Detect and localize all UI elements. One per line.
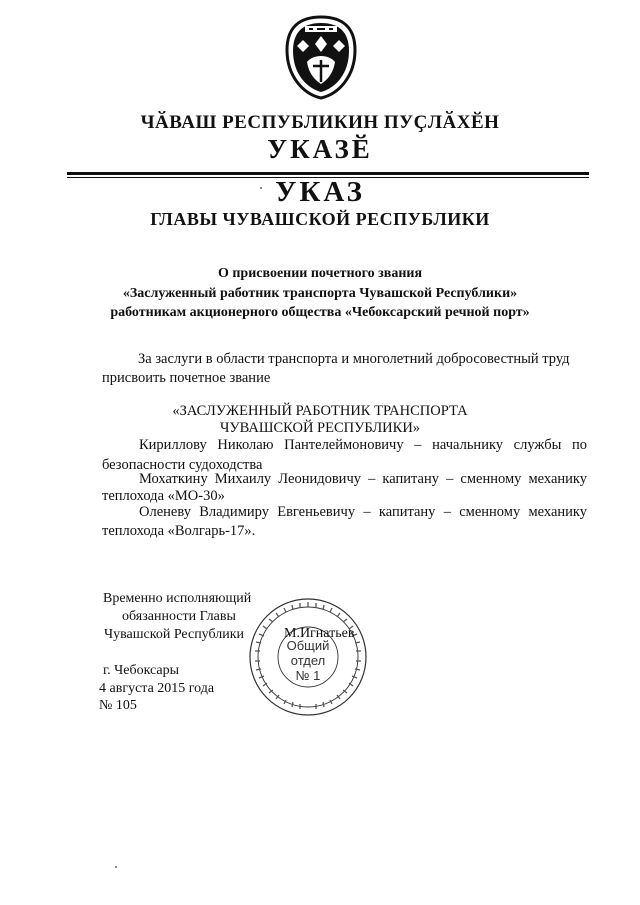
- header-glavy: ГЛАВЫ ЧУВАШСКОЙ РЕСПУБЛИКИ: [150, 209, 490, 229]
- stamp-line-3: № 1: [295, 668, 321, 683]
- awardee-2-line-1: Мохаткину Михаилу Леонидовичу – капитану – сменному механику: [139, 471, 587, 487]
- subject-line-1: О присвоении почетного звания: [217, 266, 423, 281]
- signature-line-2: обязанности Главы: [122, 609, 236, 624]
- honorary-title-line-1: «ЗАСЛУЖЕННЫЙ РАБОТНИК ТРАНСПОРТА: [172, 403, 468, 419]
- intro-line-1: За заслуги в области транспорта и многолетний добросовестный труд: [138, 351, 570, 367]
- signatory-name: М.Игнатьев: [284, 626, 355, 641]
- office-stamp: [246, 595, 370, 719]
- header-ukaz: УКАЗ: [275, 176, 365, 208]
- header-chuvash-title: ЧӐВАШ РЕСПУБЛИКИН ПУҪЛӐХӖН: [140, 112, 500, 133]
- intro-line-2: присвоить почетное звание: [102, 370, 271, 386]
- honorary-title-line-2: ЧУВАШСКОЙ РЕСПУБЛИКИ»: [219, 420, 421, 436]
- awardee-3-line-2: теплохода «Волгарь-17».: [102, 523, 256, 539]
- awardee-1-line-1: Кириллову Николаю Пантелеймоновичу – начальнику службы по: [139, 437, 587, 453]
- signature-line-3: Чувашской Республики: [104, 627, 245, 642]
- stamp-line-1: Общий: [286, 638, 330, 653]
- awardee-1-line-2: безопасности судоходства: [102, 457, 263, 473]
- awardee-2-line-2: теплохода «МО-30»: [102, 488, 225, 504]
- subject-line-2: «Заслуженный работник транспорта Чувашской Республики»: [122, 286, 518, 301]
- scan-speck: [115, 866, 117, 868]
- footer-city: г. Чебоксары: [103, 663, 180, 678]
- signature-line-1: Временно исполняющий: [103, 591, 252, 606]
- chuvash-emblem-icon: [283, 14, 359, 100]
- footer-date: 4 августа 2015 года: [99, 681, 215, 696]
- subject-line-3: работникам акционерного общества «Чебоксарский речной порт»: [110, 305, 530, 320]
- footer-number: № 105: [99, 698, 137, 713]
- awardee-3-line-1: Оленеву Владимиру Евгеньевичу – капитану – сменному механику: [139, 504, 587, 520]
- header-ukaze: УКАЗӖ: [267, 134, 373, 164]
- stamp-line-2: отдел: [290, 653, 326, 668]
- header-rule-thick: [67, 172, 589, 175]
- scan-speck: [260, 187, 262, 189]
